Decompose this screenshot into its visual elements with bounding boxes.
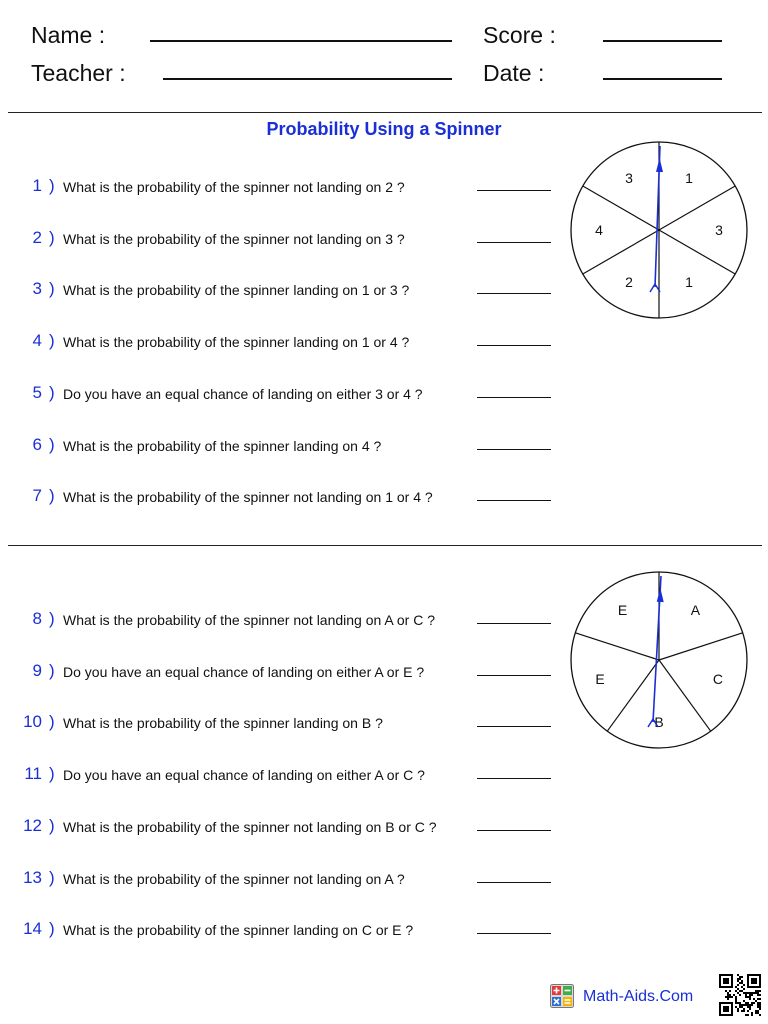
answer-blank[interactable] — [477, 397, 551, 398]
name-label: Name : — [31, 22, 106, 48]
question-number: 9 — [32, 661, 42, 680]
section-divider — [8, 545, 762, 546]
question-paren: ) — [49, 176, 55, 195]
question-text: What is the probability of the spinner not landing on 3 ? — [63, 231, 405, 247]
name-field-line[interactable] — [150, 40, 452, 42]
question-paren: ) — [49, 661, 55, 680]
question-row — [0, 433, 560, 457]
question-text: What is the probability of the spinner landing on C or E ? — [63, 922, 414, 938]
question-number: 8 — [32, 609, 42, 628]
teacher-label: Teacher : — [31, 60, 126, 86]
brand-text: Math-Aids.Com — [583, 988, 694, 1005]
question-text: What is the probability of the spinner landing on 4 ? — [63, 438, 382, 454]
answer-blank[interactable] — [477, 345, 551, 346]
question-number: 3 — [32, 279, 42, 298]
question-text: What is the probability of the spinner landing on 1 or 3 ? — [63, 282, 410, 298]
question-number: 14 — [23, 919, 42, 938]
question-number: 13 — [23, 868, 42, 887]
question-paren: ) — [49, 383, 55, 402]
answer-blank[interactable] — [477, 778, 551, 779]
question-paren: ) — [49, 764, 55, 783]
calculator-icon — [550, 984, 574, 1008]
question-row — [0, 866, 560, 890]
date-label: Date : — [483, 60, 545, 86]
answer-blank[interactable] — [477, 726, 551, 727]
date-field-line[interactable] — [603, 78, 722, 80]
question-number: 5 — [32, 383, 42, 402]
header-divider — [8, 112, 762, 113]
spinner-six-sections — [569, 140, 749, 320]
score-label: Score : — [483, 22, 556, 48]
spinner-section-label: 1 — [685, 170, 693, 187]
question-paren: ) — [49, 712, 55, 731]
question-number: 2 — [32, 228, 42, 247]
spinner-section-label: E — [617, 601, 628, 618]
question-text: What is the probability of the spinner not landing on 1 or 4 ? — [63, 489, 433, 505]
question-text: Do you have an equal chance of landing on either 3 or 4 ? — [63, 386, 423, 402]
question-paren: ) — [49, 816, 55, 835]
question-paren: ) — [49, 609, 55, 628]
question-row — [0, 762, 560, 786]
question-number: 6 — [32, 435, 42, 454]
footer-brand[interactable] — [550, 983, 710, 1011]
spinner-section-label: 2 — [625, 273, 633, 290]
question-text: What is the probability of the spinner not landing on A or C ? — [63, 612, 436, 628]
question-row — [0, 659, 560, 683]
question-number: 11 — [24, 764, 42, 783]
question-text: What is the probability of the spinner not landing on 2 ? — [63, 179, 405, 195]
question-paren: ) — [49, 331, 55, 350]
question-paren: ) — [49, 919, 55, 938]
qr-code-icon[interactable] — [719, 974, 761, 1016]
question-paren: ) — [49, 279, 55, 298]
question-row — [0, 484, 560, 508]
question-paren: ) — [49, 228, 55, 247]
question-text: What is the probability of the spinner not landing on A ? — [63, 871, 405, 887]
question-row — [0, 814, 560, 838]
answer-blank[interactable] — [477, 623, 551, 624]
question-number: 10 — [23, 712, 42, 731]
question-text: Do you have an equal chance of landing on either A or E ? — [63, 664, 425, 680]
question-row — [0, 277, 560, 301]
answer-blank[interactable] — [477, 242, 551, 243]
question-text: Do you have an equal chance of landing on either A or C ? — [63, 767, 425, 783]
spinner-section-label: 1 — [685, 273, 693, 290]
answer-blank[interactable] — [477, 190, 551, 191]
question-row — [0, 917, 560, 941]
spinner-section-label: 3 — [715, 222, 723, 238]
worksheet-title: Probability Using a Spinner — [266, 119, 502, 139]
spinner-section-label: B — [654, 714, 664, 730]
answer-blank[interactable] — [477, 293, 551, 294]
question-row — [0, 710, 560, 734]
question-text: What is the probability of the spinner landing on 1 or 4 ? — [63, 334, 410, 350]
spinner-section-label: A — [690, 601, 701, 618]
spinner-section-label: 4 — [595, 222, 603, 238]
answer-blank[interactable] — [477, 449, 551, 450]
question-text: What is the probability of the spinner not landing on B or C ? — [63, 819, 437, 835]
question-paren: ) — [49, 486, 55, 505]
question-paren: ) — [49, 868, 55, 887]
answer-blank[interactable] — [477, 882, 551, 883]
teacher-field-line[interactable] — [163, 78, 452, 80]
question-text: What is the probability of the spinner landing on B ? — [63, 715, 383, 731]
score-field-line[interactable] — [603, 40, 722, 42]
question-number: 7 — [32, 486, 42, 505]
question-paren: ) — [49, 435, 55, 454]
question-row — [0, 174, 560, 198]
answer-blank[interactable] — [477, 933, 551, 934]
question-number: 4 — [32, 331, 42, 350]
question-row — [0, 381, 560, 405]
spinner-section-label: E — [595, 671, 605, 688]
answer-blank[interactable] — [477, 830, 551, 831]
question-number: 1 — [32, 176, 42, 195]
spinner-section-label: 3 — [625, 170, 633, 187]
question-number: 12 — [23, 816, 42, 835]
question-row — [0, 329, 560, 353]
question-row — [0, 226, 560, 250]
answer-blank[interactable] — [477, 500, 551, 501]
spinner-section-label: C — [712, 671, 724, 688]
answer-blank[interactable] — [477, 675, 551, 676]
question-row — [0, 607, 560, 631]
spinner-five-sections — [569, 570, 749, 750]
